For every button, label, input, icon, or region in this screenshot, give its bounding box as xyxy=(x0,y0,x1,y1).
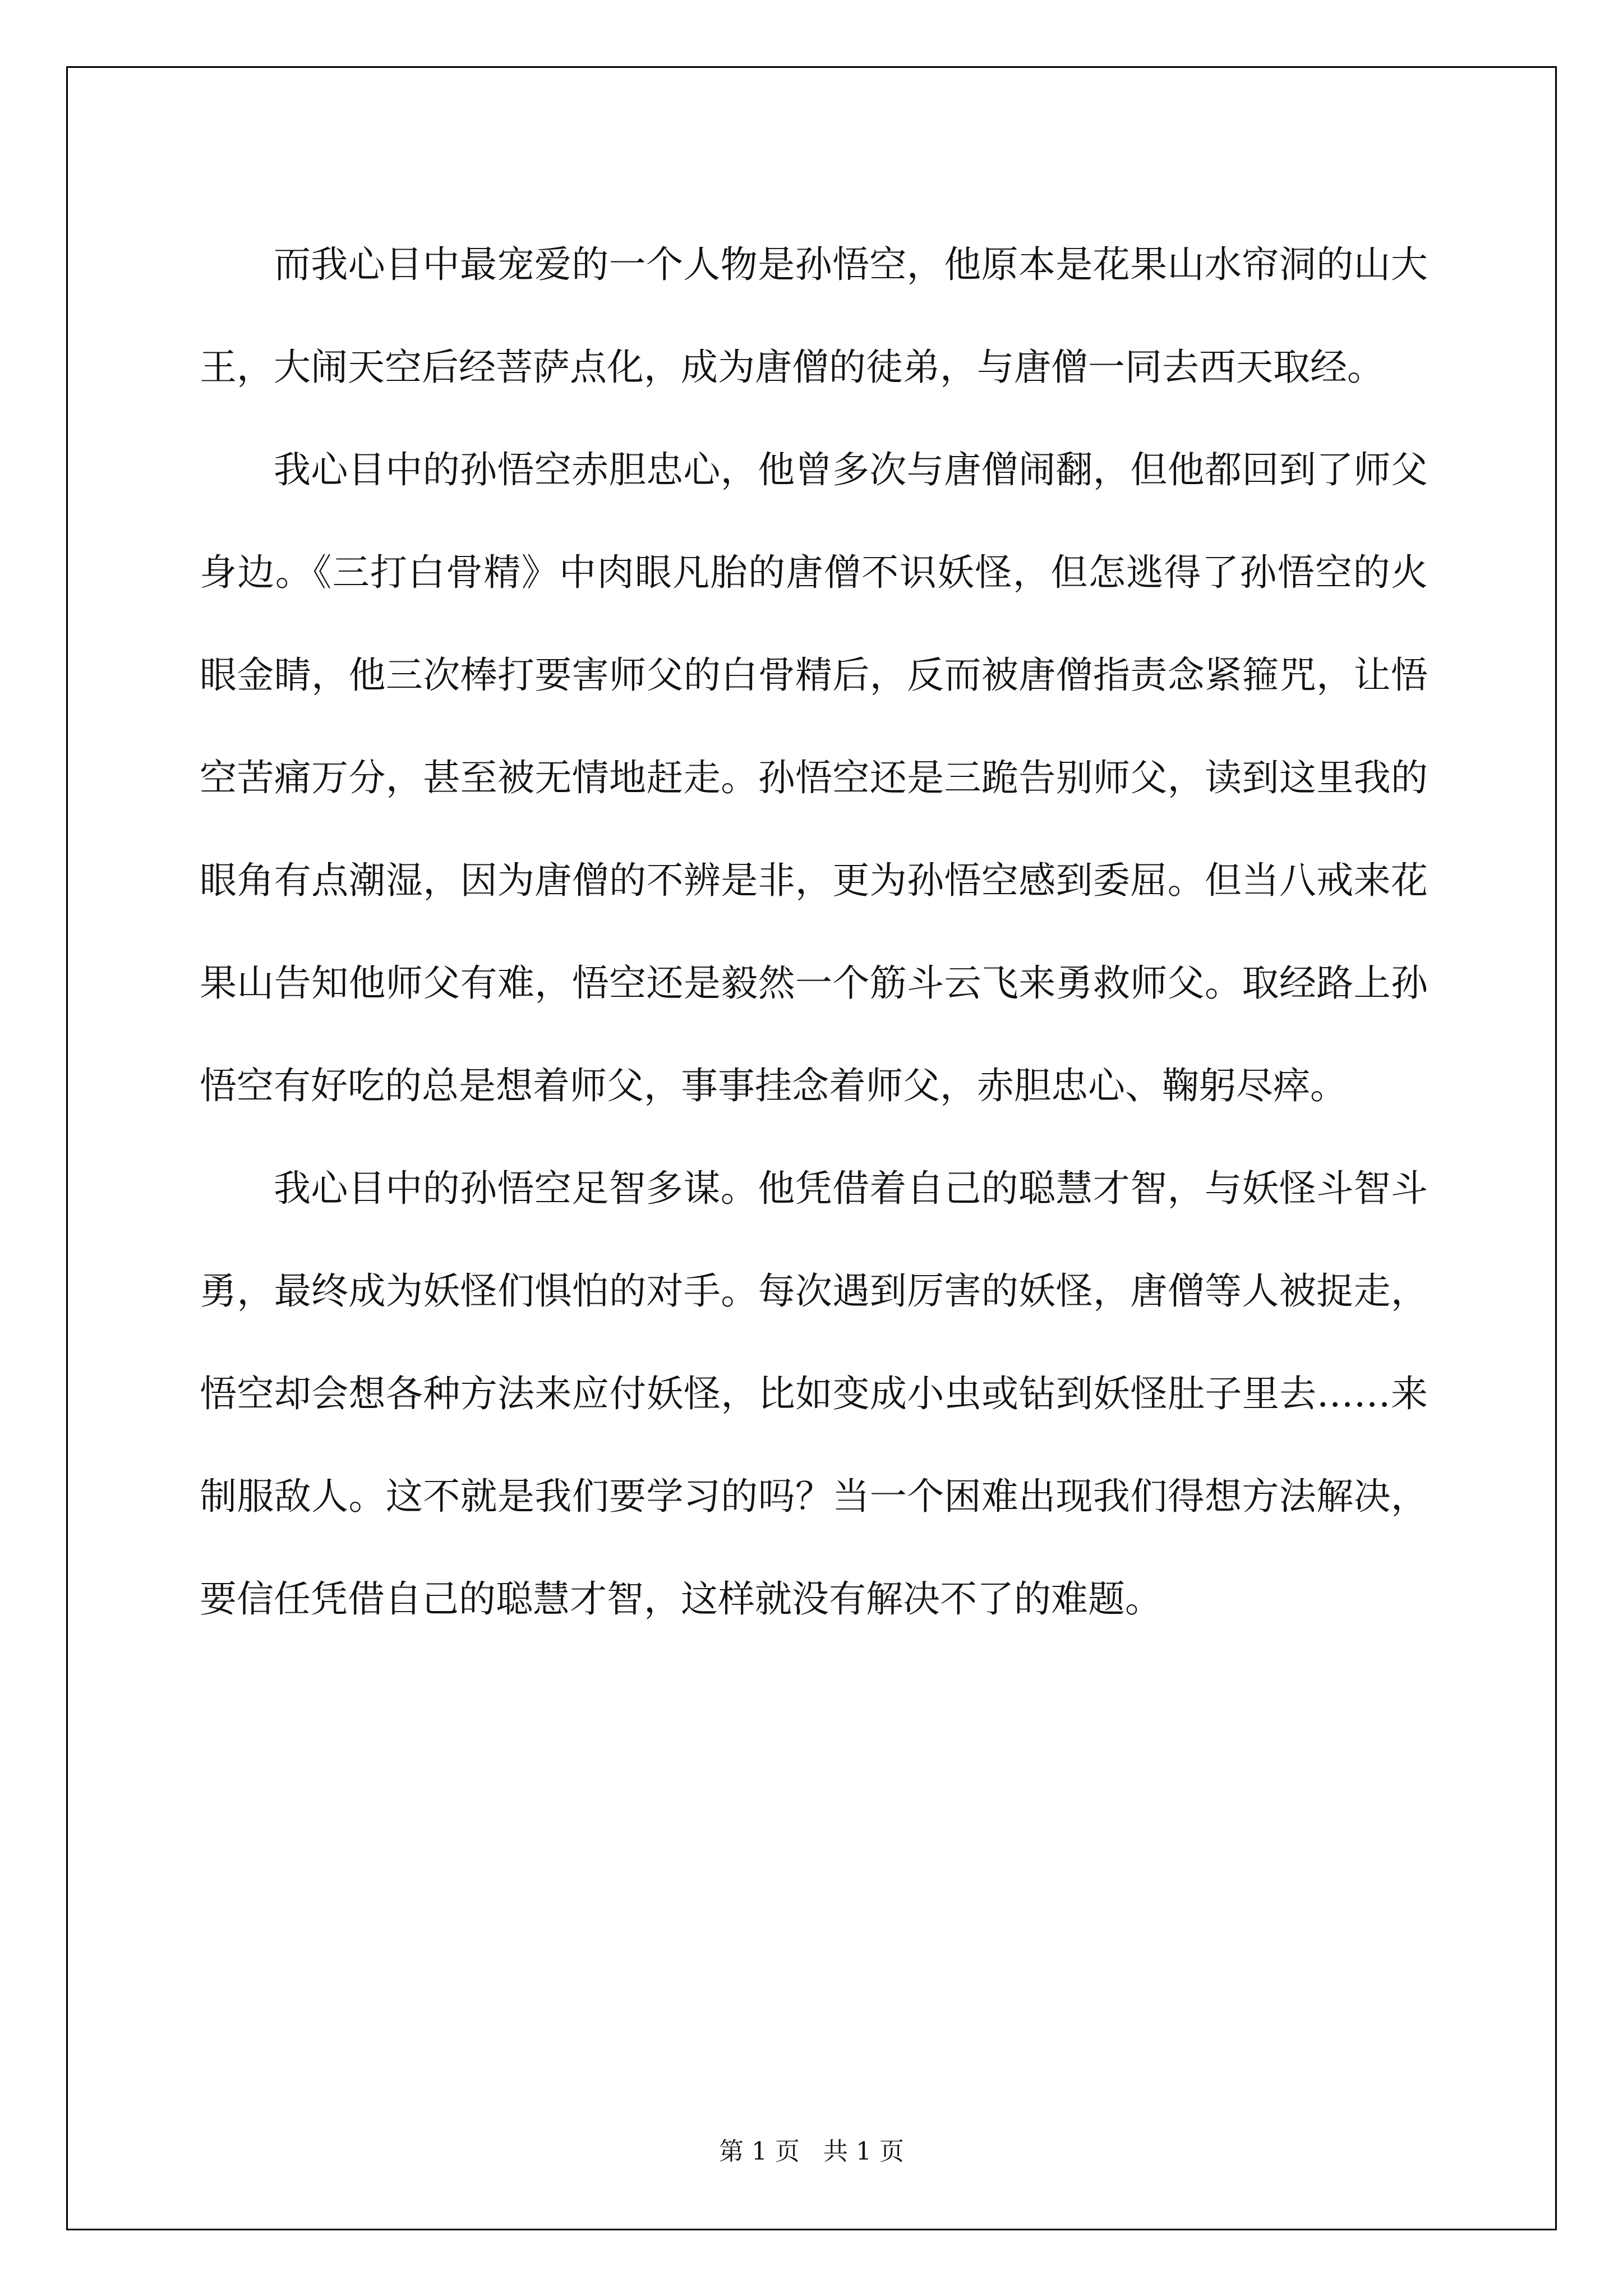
document-body xyxy=(200,213,1428,1650)
paragraph-3: 我心目中的孙悟空足智多谋。他凭借着自己的聪慧才智，与妖怪斗智斗勇，最终成为妖怪们惧怕的对手。每次遇到厉害的妖怪，唐僧等人被捉走，悟空却会想各种方法来应付妖怪，比如变成小虫或钻到妖怪肚子里去……来制服敌人。这不就是我们要学习的吗？当一个困难出现我们得想方法解决，要信任凭借自己的聪慧才智，这样就没有解决不了的难题。 xyxy=(200,1167,1428,1621)
page-number-footer: 第 1 页 共 1 页 xyxy=(719,2137,904,2166)
paragraph-2: 我心目中的孙悟空赤胆忠心，他曾多次与唐僧闹翻，但他都回到了师父身边。《三打白骨精》中肉眼凡胎的唐僧不识妖怪，但怎逃得了孙悟空的火眼金睛，他三次棒打要害师父的白骨精后，反而被唐僧指责念紧箍咒，让悟空苦痛万分，甚至被无情地赶走。孙悟空还是三跪告别师父，读到这里我的眼角有点潮湿，因为唐僧的不辨是非，更为孙悟空感到委屈。但当八戒来花果山告知他师父有难，悟空还是毅然一个筋斗云飞来勇救师父。取经路上孙悟空有好吃的总是想着师父，事事挂念着师父，赤胆忠心、鞠躬尽瘁。 xyxy=(200,448,1428,1107)
paragraph-1: 而我心目中最宠爱的一个人物是孙悟空，他原本是花果山水帘洞的山大王，大闹天空后经菩萨点化，成为唐僧的徒弟，与唐僧一同去西天取经。 xyxy=(200,243,1428,389)
